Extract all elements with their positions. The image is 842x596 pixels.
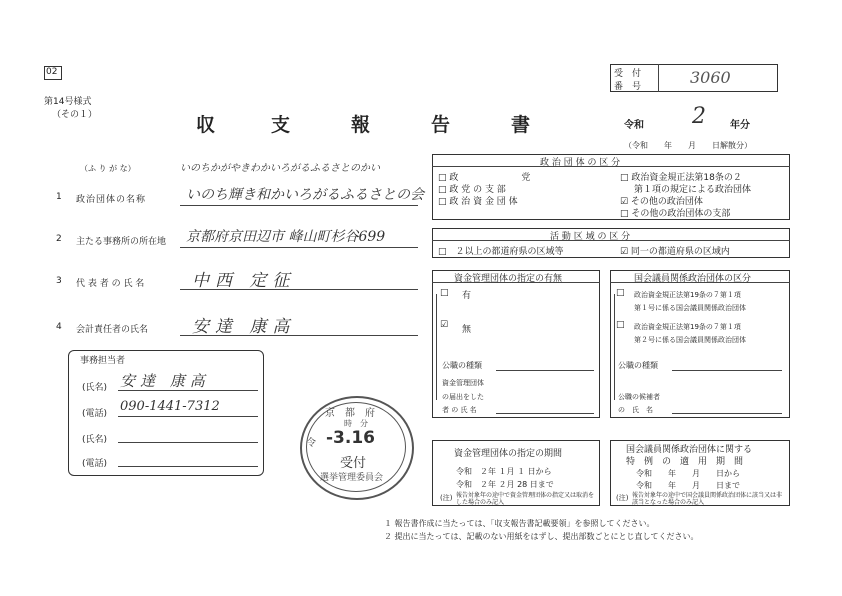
row-2-num: 2 bbox=[56, 234, 62, 244]
row-4-label: 会計責任者の氏名 bbox=[76, 325, 149, 335]
fund-mgmt-header: 資金管理団体の指定の有無 bbox=[454, 274, 563, 284]
row-1-label: 政治団体の名称 bbox=[76, 195, 147, 205]
title-char-5: 書 bbox=[511, 114, 531, 136]
contact-name2-line bbox=[118, 442, 258, 443]
activity-left: □ ２以上の都道府県の区域等 bbox=[438, 247, 564, 257]
diet-member-official-type: 公職の種類 bbox=[618, 361, 658, 370]
contact-tel2-line bbox=[118, 466, 258, 467]
fund-period-line2: 令和 ２年 ２月 28 日まで bbox=[456, 480, 554, 489]
receipt-label-2: 番 号 bbox=[614, 82, 642, 92]
contact-tel-line bbox=[118, 416, 258, 417]
diet-period-header-2: 特 例 の 適 用 期 間 bbox=[626, 457, 744, 467]
activity-header: 活 動 区 域 の 区 分 bbox=[550, 232, 631, 242]
footnote-1: １ 報告書作成に当たっては、「収支報告書記載要領」を参照してください。 bbox=[384, 519, 655, 528]
year-era: 令和 bbox=[624, 120, 644, 131]
diet-period-note-label: (注) bbox=[616, 494, 629, 502]
diet-member-candidate-2: の 氏 名 bbox=[618, 406, 653, 414]
diet-period-line2: 令和 年 月 日まで bbox=[636, 481, 740, 490]
row-4-underline bbox=[180, 335, 418, 336]
year-suffix: 年分 bbox=[730, 120, 750, 131]
row-3-value: 中西 定征 bbox=[192, 271, 296, 291]
diet-member-header: 国会議員関係政治団体の区分 bbox=[634, 274, 752, 284]
title-char-4: 告 bbox=[431, 114, 451, 136]
diet-period-header-1: 国会議員関係政治団体に関する bbox=[626, 445, 753, 455]
fund-mgmt-no-box[interactable]: ☑ bbox=[440, 320, 449, 330]
title-char-1: 収 bbox=[196, 114, 216, 136]
org-type-left-3: □ 政 治 資 金 団 体 bbox=[438, 197, 518, 207]
diet-member-item2-box[interactable]: □ bbox=[616, 320, 625, 330]
row-3-num: 3 bbox=[56, 276, 62, 286]
org-type-header: 政 治 団 体 の 区 分 bbox=[540, 158, 621, 168]
fund-mgmt-notify-2: の届出をした bbox=[442, 393, 484, 401]
diet-period-note: 報告対象年の途中で国会議員関係政治団体に該当又は非該当となった場合のみ記入 bbox=[632, 492, 783, 506]
org-type-right-3: ☑ その他の政治団体 bbox=[620, 197, 703, 207]
contact-name2-label: (氏名) bbox=[82, 435, 108, 445]
org-type-right-1: □ 政治資金規正法第18条の２ bbox=[620, 173, 742, 183]
row-2-underline bbox=[180, 247, 418, 248]
furigana-label: （ふ り が な） bbox=[80, 164, 136, 173]
row-4-value: 安達 康高 bbox=[192, 317, 296, 337]
fund-mgmt-notify-3: 者 の 氏 名 bbox=[442, 406, 477, 414]
form-sub: （その１） bbox=[52, 110, 98, 120]
row-3-underline bbox=[180, 289, 418, 290]
receipt-number: 3060 bbox=[690, 68, 731, 87]
fund-mgmt-notify-line bbox=[496, 413, 594, 414]
footnote-2: ２ 提出に当たっては、記載のない用紙をはずし、提出部数ごとにとじ直してください。 bbox=[384, 532, 699, 541]
org-type-left-2: □ 政 党 の 支 部 bbox=[438, 185, 506, 195]
diet-period-line1: 令和 年 月 日から bbox=[636, 469, 740, 478]
fund-mgmt-bracket bbox=[436, 294, 437, 400]
contact-name-line bbox=[118, 390, 258, 391]
stamp-received: 受付 bbox=[340, 456, 367, 471]
stamp-date: -3.16 bbox=[326, 428, 375, 448]
row-2-value: 京都府京田辺市 峰山町杉谷699 bbox=[186, 229, 386, 245]
row-1-num: 1 bbox=[56, 192, 62, 202]
fund-period-header: 資金管理団体の指定の期間 bbox=[454, 449, 563, 459]
stamp-bottom: 選挙管理委員会 bbox=[320, 473, 384, 483]
stamp-time-label: 時 分 bbox=[344, 419, 368, 428]
org-type-right-4: □ その他の政治団体の支部 bbox=[620, 209, 731, 219]
contact-name-value: 安達 康高 bbox=[120, 372, 210, 390]
period-note: （令和 年 月 日解散分） bbox=[624, 141, 752, 150]
furigana-value: いのちかがやきわかいろがるふるさとのかい bbox=[180, 163, 380, 174]
diet-member-bracket bbox=[614, 294, 615, 400]
stamp-date-prefix: 令 bbox=[306, 438, 316, 449]
row-3-label: 代 表 者 の 氏 名 bbox=[76, 279, 145, 289]
activity-right: ☑ 同一の都道府県の区域内 bbox=[620, 247, 730, 257]
diet-member-official-line bbox=[672, 370, 782, 371]
row-2-label: 主たる事務所の所在地 bbox=[76, 237, 167, 247]
fund-mgmt-notify-1: 資金管理団体 bbox=[442, 379, 484, 387]
diet-member-item1-box[interactable]: □ bbox=[616, 288, 625, 298]
contact-tel-value: 090-1441-7312 bbox=[120, 399, 220, 414]
stamp-top: 京 都 府 bbox=[325, 408, 375, 419]
contact-tel2-label: (電話) bbox=[82, 459, 108, 469]
year-value: 2 bbox=[692, 104, 706, 129]
diet-member-item1a: 政治資金規正法第19条の７第１項 bbox=[634, 291, 741, 299]
row-4-num: 4 bbox=[56, 322, 62, 332]
fund-mgmt-official-line bbox=[496, 370, 594, 371]
diet-member-item1b: 第１号に係る国会議員関係政治団体 bbox=[634, 304, 746, 312]
title-char-3: 報 bbox=[351, 114, 371, 136]
fund-period-note-label: (注) bbox=[440, 494, 453, 502]
fund-mgmt-no: 無 bbox=[462, 325, 472, 335]
diet-member-candidate-1: 公職の候補者 bbox=[618, 393, 660, 401]
contact-title: 事務担当者 bbox=[80, 356, 126, 366]
org-type-left-1: □ 政 党 bbox=[438, 173, 531, 183]
receipt-divider bbox=[658, 64, 659, 92]
fund-period-line1: 令和 ２年 １月 １ 日から bbox=[456, 467, 552, 476]
diet-member-candidate-line bbox=[672, 413, 782, 414]
contact-tel-label: (電話) bbox=[82, 409, 108, 419]
diet-member-item2b: 第２号に係る国会議員関係政治団体 bbox=[634, 336, 746, 344]
title-char-2: 支 bbox=[271, 114, 291, 136]
org-type-right-2: 第１項の規定による政治団体 bbox=[634, 185, 752, 195]
fund-mgmt-official-type: 公職の種類 bbox=[442, 361, 482, 370]
fund-mgmt-yes-box[interactable]: □ bbox=[440, 288, 449, 298]
row-1-value: いのち輝き和かいろがるふるさとの会 bbox=[186, 187, 424, 203]
diet-member-item2a: 政治資金規正法第19条の７第１項 bbox=[634, 323, 741, 331]
form-code: 02 bbox=[46, 67, 58, 77]
receipt-label-1: 受 付 bbox=[614, 69, 642, 79]
form-name: 第14号様式 bbox=[44, 97, 92, 107]
fund-mgmt-yes: 有 bbox=[462, 291, 472, 301]
fund-period-note: 報告対象年の途中で資金管理団体の指定又は取消をした場合のみ記入 bbox=[456, 492, 595, 506]
row-1-underline bbox=[180, 205, 418, 206]
contact-name-label: (氏名) bbox=[82, 383, 108, 393]
